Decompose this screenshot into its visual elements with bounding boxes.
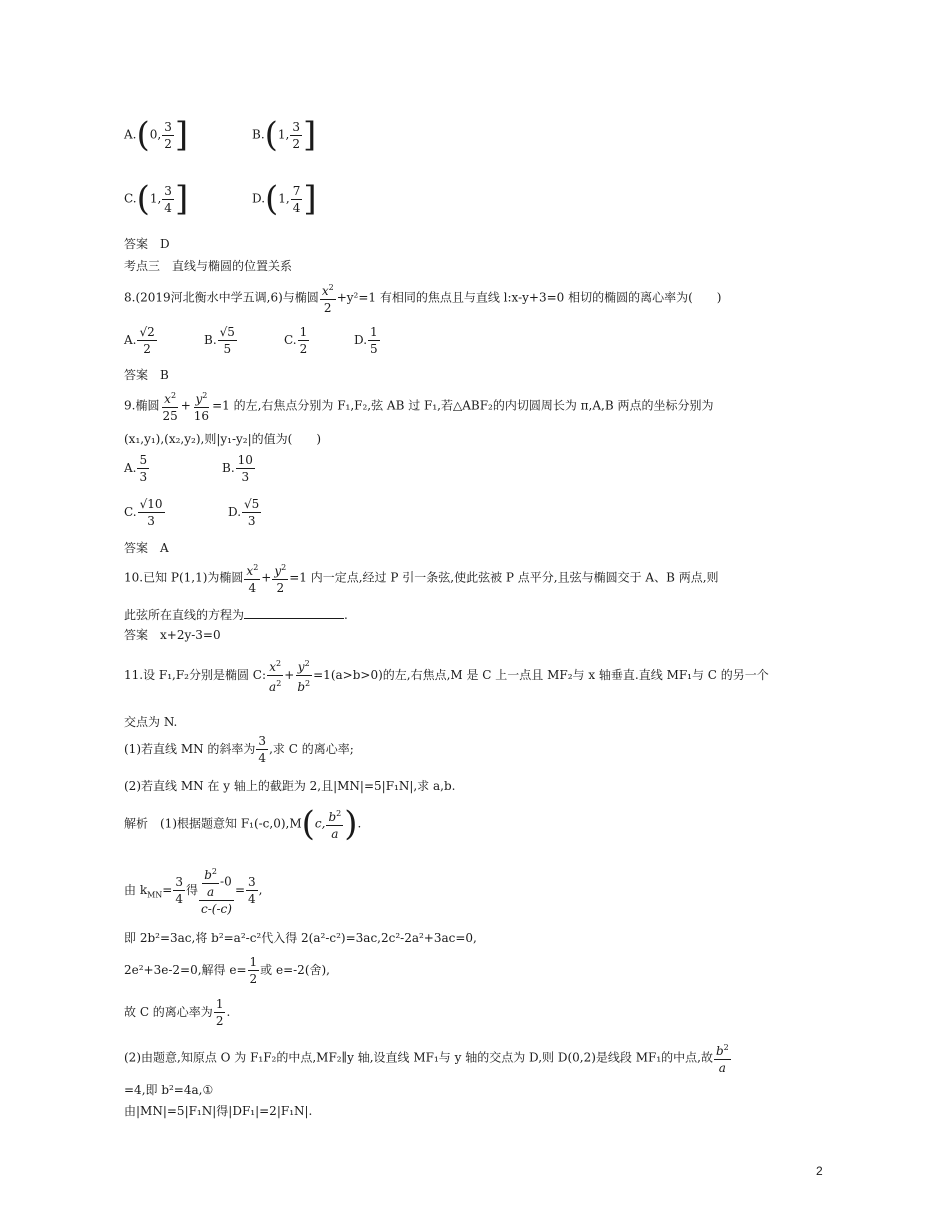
question-11-part-1: (1)若直线 MN 的斜率为 $\frac{3}{4}$ ,求 C 的离心率; <box>124 734 354 765</box>
q7-option-d: D.(1, $\frac{7}{4}$ ] <box>252 179 317 219</box>
q7-option-a: A.(0, $\frac{3}{2}$ ] <box>124 115 189 155</box>
q8-option-d: D. $\frac{1}{5}$ <box>354 325 378 356</box>
solution-line-4: 2e²+3e-2=0,解得 e= $\frac{1}{2}$ 或 e=-2(舍), <box>124 955 330 986</box>
question-11-part-2: (2)若直线 MN 在 y 轴上的截距为 2,且|MN|=5|F₁N|,求 a,b. <box>124 779 456 793</box>
question-10: 10.已知 P(1,1)为椭圆 $\frac{x^2}{4}$ + $\frac{y^2}{2}$ =1 内一定点,经过 P 引一条弦,使此弦被 P 点平分,且弦与椭圆交于 A、B 两点,则 <box>124 560 719 596</box>
q8-option-b: B. $\frac{√5}{5}$ <box>204 325 235 356</box>
question-11: 11.设 F₁,F₂分别是椭圆 C: $\frac{x^2}{a^2}$ + $\frac{y^2}{b^2}$ =1(a>b>0)的左,右焦点,M 是 C 上一点且 MF₂与 x 轴垂直.直线 MF₁与 C 的另一个 <box>124 656 769 695</box>
q7-option-c: C.(1, $\frac{3}{4}$ ] <box>124 179 189 219</box>
answer-9: 答案 A <box>124 541 169 555</box>
answer-10: 答案 x+2y-3=0 <box>124 628 221 642</box>
page-number: 2 <box>816 1164 823 1178</box>
question-11-line-2: 交点为 N. <box>124 715 178 729</box>
solution-line-3: 即 2b²=3ac,将 b²=a²-c²代入得 2(a²-c²)=3ac,2c²-2a²+3ac=0, <box>124 931 477 945</box>
question-9: 9.椭圆 $\frac{x^2}{25}$ + $\frac{y^2}{16}$ =1 的左,右焦点分别为 F₁,F₂,弦 AB 过 F₁,若△ABF₂的内切圆周长为 π,A,B 两点的坐标分别为 <box>124 388 713 424</box>
answer-8: 答案 B <box>124 368 169 382</box>
solution-line-7: =4,即 b²=4a,① <box>124 1083 214 1097</box>
question-8: 8.(2019河北衡水中学五调,6)与椭圆 $\frac{x^2}{2}$ +y²=1 有相同的焦点且与直线 l:x-y+3=0 相切的椭圆的离心率为( ) <box>124 280 721 316</box>
q9-option-c: C. $\frac{√10}{3}$ <box>124 497 163 528</box>
solution-line-6: (2)由题意,知原点 O 为 F₁F₂的中点,MF₂∥y 轴,设直线 MF₁与 y 轴的交点为 D,则 D(0,2)是线段 MF₁的中点,故 $\frac{b^2}{a}$ <box>124 1040 732 1076</box>
question-10-line-2: 此弦所在直线的方程为 . <box>124 608 348 622</box>
solution-line-2: 由 $k_{MN}=$ $\frac{3}{4}$ 得 $\frac{b^2}{a}$ -0 c-(-c) = $\frac{3}{4}$ , <box>124 864 262 917</box>
q9-option-a: A. $\frac{5}{3}$ <box>124 453 148 484</box>
q7-option-b: B.(1, $\frac{3}{2}$ ] <box>252 115 317 155</box>
solution-line-5: 故 C 的离心率为 $\frac{1}{2}$ . <box>124 997 231 1028</box>
solution-line-8: 由|MN|=5|F₁N|得|DF₁|=2|F₁N|. <box>124 1104 313 1118</box>
q9-option-d: D. $\frac{√5}{3}$ <box>228 497 260 528</box>
q8-option-a: A. $\frac{√2}{2}$ <box>124 325 155 356</box>
answer-blank <box>244 606 344 619</box>
q9-option-b: B. $\frac{10}{3}$ <box>222 453 253 484</box>
answer-7: 答案 D <box>124 237 170 251</box>
solution-line-1: 解析 (1)根据题意知 F₁(-c,0),M(c, $\frac{b^2}{a}$ ). <box>124 804 362 844</box>
question-9-line-2: (x₁,y₁),(x₂,y₂),则|y₁-y₂|的值为( ) <box>124 432 322 446</box>
section-heading: 考点三 直线与椭圆的位置关系 <box>124 259 293 273</box>
q8-option-c: C. $\frac{1}{2}$ <box>284 325 308 356</box>
